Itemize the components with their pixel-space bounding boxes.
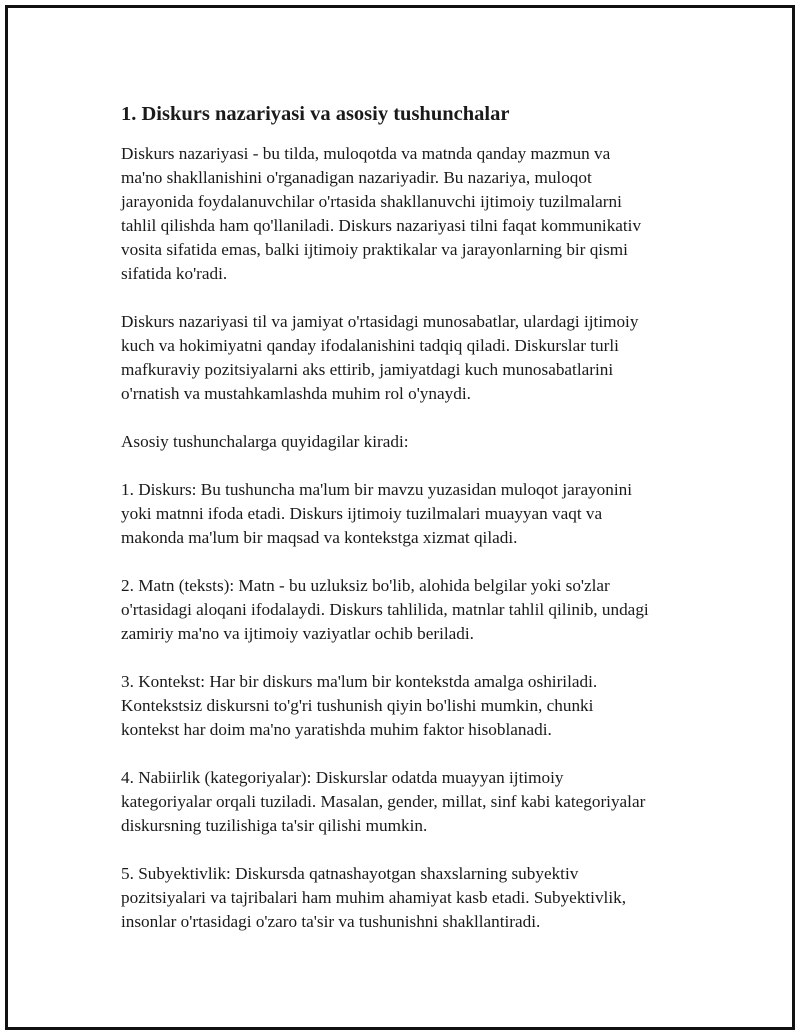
paragraph-line: 3. Kontekst: Har bir diskurs ma'lum bir kontekstda amalga oshiriladi. <box>121 672 598 691</box>
paragraph-list <box>121 142 701 934</box>
paragraph-line: Diskurs nazariyasi - bu tilda, muloqotda va matnda qanday mazmun va <box>121 144 611 163</box>
paragraph-line: yoki matnni ifoda etadi. Diskurs ijtimoiy tuzilmalari muayyan vaqt va <box>121 504 603 523</box>
paragraph <box>121 142 701 286</box>
section-heading: 1. Diskurs nazariyasi va asosiy tushunchalar <box>121 103 510 125</box>
paragraph-line: ma'no shakllanishini o'rganadigan nazariyadir. Bu nazariya, muloqot <box>121 168 592 187</box>
paragraph <box>121 310 701 406</box>
paragraph <box>121 478 701 550</box>
paragraph-line: vosita sifatida emas, balki ijtimoiy praktikalar va jarayonlarning bir qismi <box>121 240 628 259</box>
paragraph-line: kategoriyalar orqali tuziladi. Masalan, gender, millat, sinf kabi kategoriyalar <box>121 792 646 811</box>
paragraph <box>121 862 701 934</box>
paragraph-line: 1. Diskurs: Bu tushuncha ma'lum bir mavzu yuzasidan muloqot jarayonini <box>121 480 633 499</box>
paragraph-line: Kontekstsiz diskursni to'g'ri tushunish qiyin bo'lishi mumkin, chunki <box>121 696 594 715</box>
paragraph-line: o'rtasidagi aloqani ifodalaydi. Diskurs tahlilida, matnlar tahlil qilinib, undagi <box>121 600 649 619</box>
paragraph-line: kuch va hokimiyatni qanday ifodalanishini tadqiq qiladi. Diskurslar turli <box>121 336 619 355</box>
paragraph <box>121 574 701 646</box>
paragraph-line: mafkuraviy pozitsiyalarni aks ettirib, jamiyatdagi kuch munosabatlarini <box>121 360 614 379</box>
paragraph-line: o'rnatish va mustahkamlashda muhim rol o'ynaydi. <box>121 384 471 403</box>
paragraph-line: diskursning tuzilishiga ta'sir qilishi mumkin. <box>121 816 428 835</box>
paragraph <box>121 766 701 838</box>
paragraph-line: tahlil qilishda ham qo'llaniladi. Diskurs nazariyasi tilni faqat kommunikativ <box>121 216 642 235</box>
paragraph-line: insonlar o'rtasidagi o'zaro ta'sir va tushunishni shakllantiradi. <box>121 912 541 931</box>
page-frame <box>5 5 795 1030</box>
paragraph-line: makonda ma'lum bir maqsad va kontekstga xizmat qiladi. <box>121 528 518 547</box>
paragraph-line: 2. Matn (teksts): Matn - bu uzluksiz bo'lib, alohida belgilar yoki so'zlar <box>121 576 610 595</box>
paragraph-line: sifatida ko'radi. <box>121 264 228 283</box>
paragraph-line: 4. Nabiirlik (kategoriyalar): Diskurslar odatda muayyan ijtimoiy <box>121 768 564 787</box>
paragraph-line: kontekst har doim ma'no yaratishda muhim faktor hisoblanadi. <box>121 720 552 739</box>
paragraph-line: Diskurs nazariyasi til va jamiyat o'rtasidagi munosabatlar, ulardagi ijtimoiy <box>121 312 639 331</box>
paragraph <box>121 670 701 742</box>
paragraph-line: pozitsiyalari va tajribalari ham muhim ahamiyat kasb etadi. Subyektivlik, <box>121 888 626 907</box>
paragraph <box>121 430 701 454</box>
paragraph-line: 5. Subyektivlik: Diskursda qatnashayotgan shaxslarning subyektiv <box>121 864 579 883</box>
document-body <box>121 100 701 958</box>
paragraph-line: jarayonida foydalanuvchilar o'rtasida shakllanuvchi ijtimoiy tuzilmalarni <box>121 192 622 211</box>
paragraph-line: zamiriy ma'no va ijtimoiy vaziyatlar ochib beriladi. <box>121 624 474 643</box>
paragraph-line: Asosiy tushunchalarga quyidagilar kiradi: <box>121 432 409 451</box>
